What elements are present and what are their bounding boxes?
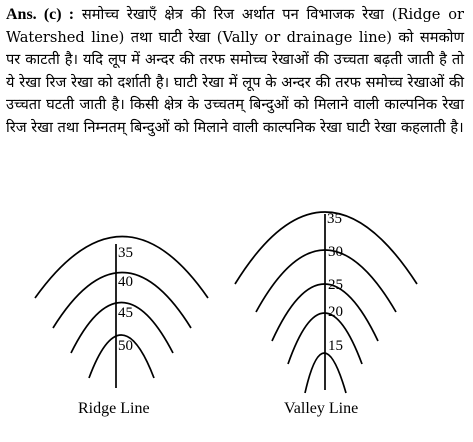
ridge-label-40: 40 <box>118 274 133 290</box>
valley-label-20: 20 <box>328 304 343 320</box>
ridge-label-50: 50 <box>118 338 133 354</box>
valley-label-25: 25 <box>328 277 343 293</box>
answer-text: समोच्च रेखाएँ क्षेत्र की रिज अर्थात पन विभाजक रेखा (Ridge or Watershed line) तथा घाटी रेखा (Vally or drainage line) को समकोण पर काटती है। यदि लूप में अन्दर की तरफ समोच्च रेखाओं की उच्चता बढ़ती जाती है तो ये रेखा रिज रेखा को दर्शाती है। घाटी रेखा में लूप के अन्दर की तरफ समोच्च रेखाओं की उच्चता घटती जाती है। किसी क्षेत्र के उच्चतम् बिन्दुओं को मिलाने वाली काल्पनिक रेखा रिज रेखा तथा निम्नतम् बिन्दुओं को मिलाने वाली काल्पनिक रेखा घाटी रेखा कहलाती है। <box>6 6 465 136</box>
valley-contour-30 <box>256 250 396 312</box>
ridge-label-45: 45 <box>118 305 133 321</box>
valley-label-15: 15 <box>328 338 343 354</box>
valley-label-30: 30 <box>328 244 343 260</box>
valley-label-35: 35 <box>327 211 342 227</box>
valley-contour-35 <box>235 212 417 284</box>
ridge-caption: Ridge Line <box>78 400 150 417</box>
valley-caption: Valley Line <box>284 400 359 417</box>
contour-figure <box>0 205 473 442</box>
ridge-label-35: 35 <box>118 245 133 261</box>
answer-prefix: Ans. (c) : <box>6 6 75 23</box>
answer-paragraph <box>6 4 464 140</box>
